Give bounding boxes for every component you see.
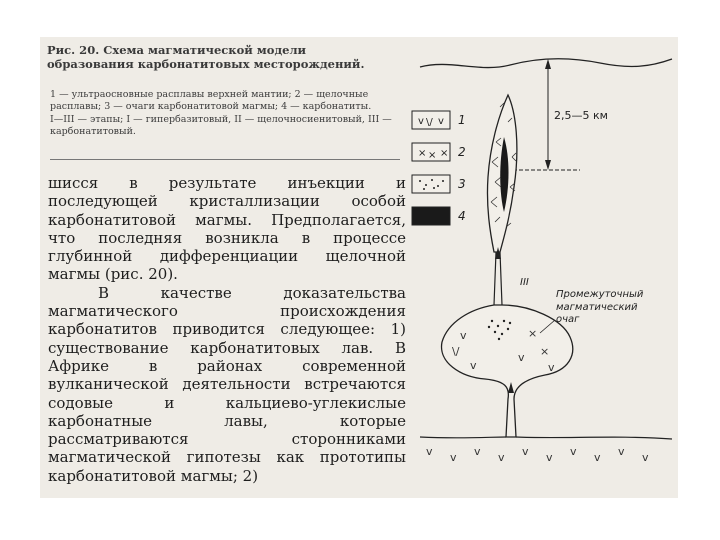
- svg-text:v: v: [450, 451, 457, 464]
- svg-text:v: v: [518, 351, 525, 364]
- legend-num-2: 2: [458, 145, 466, 159]
- upper-conduit: [494, 252, 502, 305]
- caption-legend-stages: I—III — этапы; I — гипербазитовый, II — щелочносиенитовый, III — карбонатитовый.: [50, 113, 392, 138]
- svg-text:v: v: [474, 445, 481, 458]
- svg-text:v: v: [642, 451, 649, 464]
- svg-text:v: v: [498, 451, 505, 464]
- svg-text:v: v: [548, 361, 555, 374]
- magmatic-model-diagram: [40, 37, 678, 498]
- svg-text:v: v: [594, 451, 601, 464]
- legend-box-3: [412, 175, 450, 193]
- legend-num-4: 4: [458, 209, 466, 223]
- mantle-symbols: [426, 445, 649, 464]
- svg-text:v: v: [570, 445, 577, 458]
- depth-label: 2,5—5 км: [554, 109, 608, 122]
- scanned-page: [40, 37, 678, 498]
- paragraph-2: В качестве доказательства магматического происхождения карбонатитов приводится следующее: 1) существование карбонатитовых лав. В Африке в районах современной вулканической деятельности встречаются содовые и кальциево-углекислые карбонатные лавы, которые рассматриваются сторонниками магматической гипотезы как прототипы карбонатитовой магмы; 2): [48, 283, 406, 485]
- legend-num-1: 1: [458, 113, 466, 127]
- mantle-boundary: [420, 437, 672, 439]
- legend-box-4: [412, 207, 450, 225]
- svg-text:v: v: [460, 329, 467, 342]
- chamber-label: Промежуточный магматический очаг: [556, 289, 644, 325]
- svg-text:×: ×: [428, 150, 437, 161]
- svg-text:×: ×: [440, 148, 449, 159]
- caption-legend-symbols: 1 — ультраосновные расплавы верхней мантии; 2 — щелочные расплавы; 3 — очаги карбонатитовой магмы; 4 — карбонатиты.: [50, 89, 372, 113]
- paragraph-1: шисся в результате инъекции и последующей кристаллизации особой карбонатитовой магмы. Предполагается, что последняя возникла в процессе глубинной дифференциации щелочной магмы (рис. 20).: [48, 174, 406, 284]
- stage-label: III: [520, 277, 529, 288]
- svg-text:v: v: [470, 359, 477, 372]
- svg-text:×: ×: [418, 148, 427, 159]
- svg-text:v: v: [426, 445, 433, 458]
- svg-text:×: ×: [528, 327, 538, 340]
- svg-text:v: v: [618, 445, 625, 458]
- caption-title: Рис. 20. Схема магматической модели образования карбонатитовых месторождений.: [47, 43, 365, 71]
- svg-text:v: v: [522, 445, 529, 458]
- legend-num-3: 3: [458, 177, 466, 191]
- svg-text:v: v: [438, 116, 444, 127]
- svg-text:\/: \/: [452, 345, 460, 358]
- svg-text:v: v: [418, 116, 424, 127]
- svg-text:v: v: [546, 451, 553, 464]
- svg-text:×: ×: [540, 345, 550, 358]
- svg-text:\/: \/: [426, 117, 433, 128]
